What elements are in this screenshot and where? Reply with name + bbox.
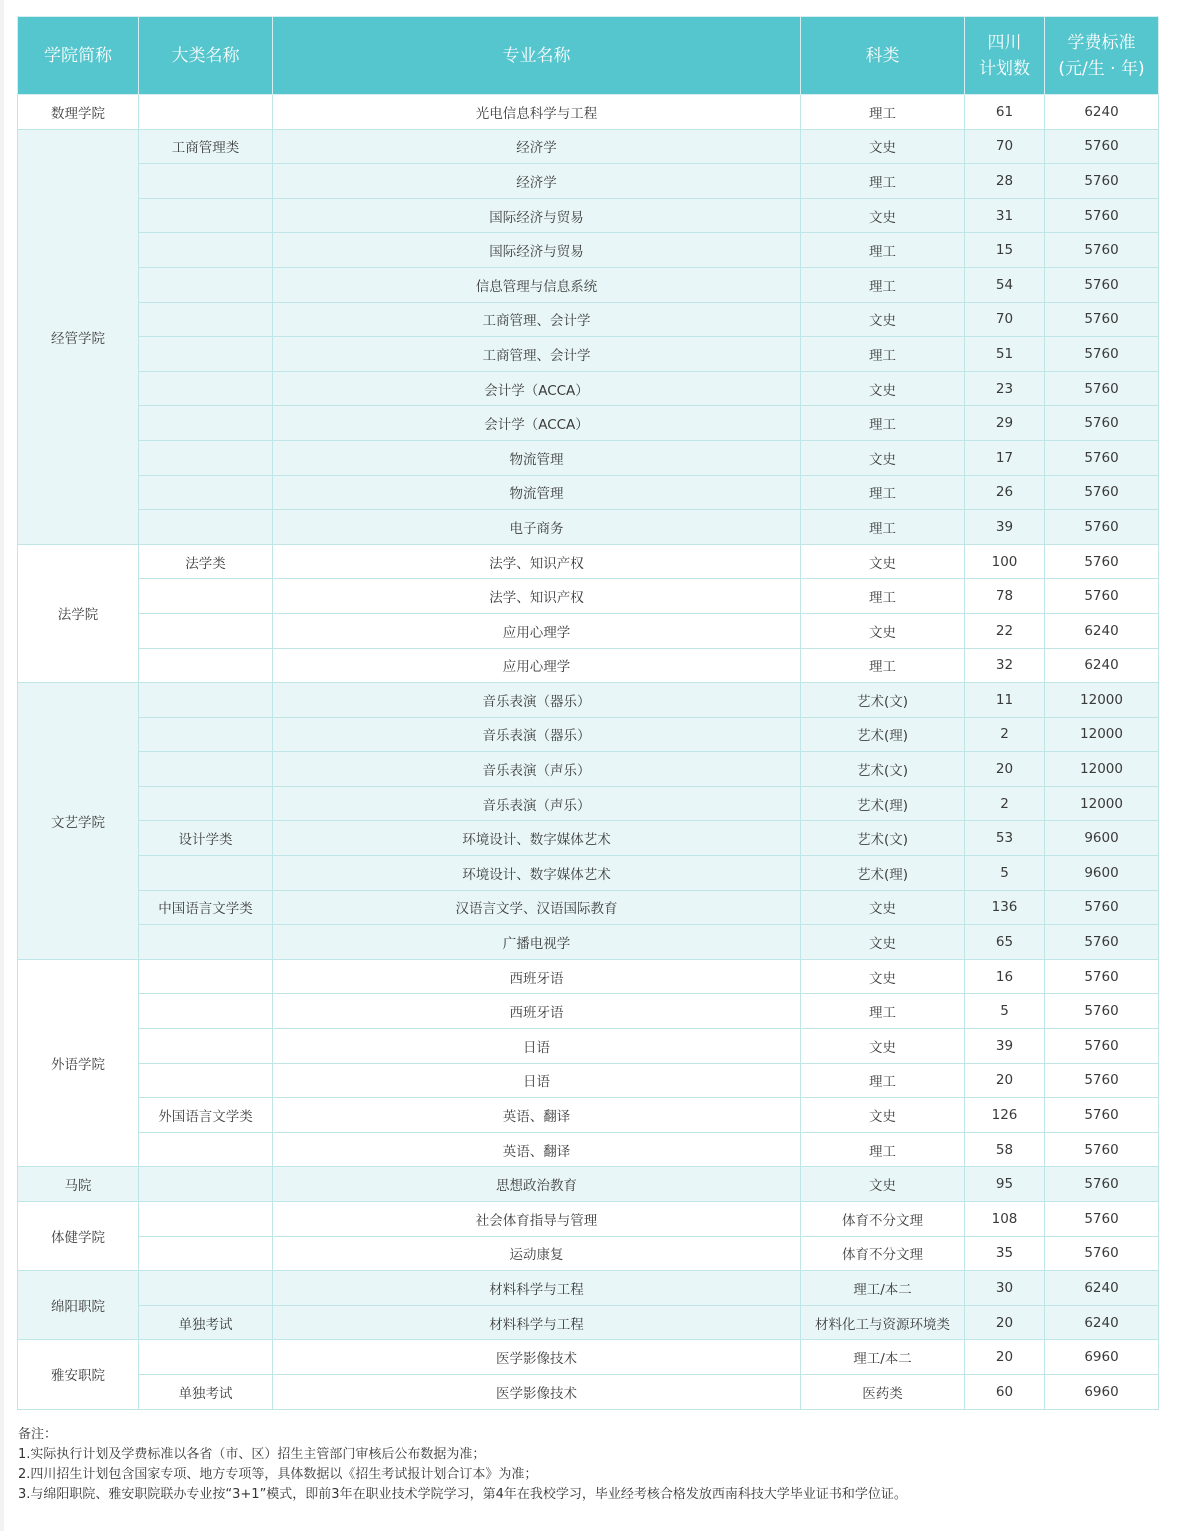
cell-plan: 65 bbox=[965, 925, 1045, 960]
cell-plan: 60 bbox=[965, 1374, 1045, 1409]
cell-plan: 39 bbox=[965, 510, 1045, 545]
cell-fee: 5760 bbox=[1045, 198, 1159, 233]
header-plan-line1: 四川 bbox=[987, 32, 1022, 53]
cell-plan: 16 bbox=[965, 959, 1045, 994]
cell-track: 理工 bbox=[801, 1132, 965, 1167]
cell-plan: 70 bbox=[965, 302, 1045, 337]
cell-major: 光电信息科学与工程 bbox=[273, 95, 801, 130]
cell-fee: 5760 bbox=[1045, 994, 1159, 1029]
table-row bbox=[18, 302, 1159, 337]
enrollment-plan-table bbox=[17, 16, 1159, 1410]
table-row bbox=[18, 1236, 1159, 1271]
cell-plan: 26 bbox=[965, 475, 1045, 510]
table-row bbox=[18, 337, 1159, 372]
cell-college: 马院 bbox=[18, 1167, 139, 1202]
table-row bbox=[18, 786, 1159, 821]
cell-major: 会计学（ACCA） bbox=[273, 371, 801, 406]
cell-major: 音乐表演（器乐） bbox=[273, 717, 801, 752]
cell-major: 经济学 bbox=[273, 164, 801, 199]
cell-category bbox=[139, 1271, 273, 1306]
cell-track: 理工 bbox=[801, 579, 965, 614]
cell-major: 西班牙语 bbox=[273, 959, 801, 994]
cell-major: 医学影像技术 bbox=[273, 1374, 801, 1409]
cell-fee: 5760 bbox=[1045, 1063, 1159, 1098]
cell-plan: 78 bbox=[965, 579, 1045, 614]
cell-major: 国际经济与贸易 bbox=[273, 233, 801, 268]
cell-track: 文史 bbox=[801, 925, 965, 960]
cell-category: 中国语言文学类 bbox=[139, 890, 273, 925]
cell-fee: 5760 bbox=[1045, 129, 1159, 164]
cell-track: 理工 bbox=[801, 475, 965, 510]
cell-major: 日语 bbox=[273, 1063, 801, 1098]
cell-plan: 30 bbox=[965, 1271, 1045, 1306]
cell-fee: 5760 bbox=[1045, 440, 1159, 475]
table-row bbox=[18, 579, 1159, 614]
cell-track: 理工/本二 bbox=[801, 1340, 965, 1375]
header-plan-line2: 计划数 bbox=[979, 58, 1030, 79]
cell-plan: 20 bbox=[965, 1305, 1045, 1340]
table-row bbox=[18, 1029, 1159, 1064]
cell-category bbox=[139, 1029, 273, 1064]
cell-fee: 6240 bbox=[1045, 1271, 1159, 1306]
cell-fee: 5760 bbox=[1045, 164, 1159, 199]
cell-major: 工商管理、会计学 bbox=[273, 302, 801, 337]
cell-category bbox=[139, 752, 273, 787]
table-row bbox=[18, 1063, 1159, 1098]
cell-fee: 9600 bbox=[1045, 821, 1159, 856]
table-row bbox=[18, 233, 1159, 268]
cell-major: 音乐表演（器乐） bbox=[273, 683, 801, 718]
cell-plan: 20 bbox=[965, 1340, 1045, 1375]
cell-fee: 5760 bbox=[1045, 371, 1159, 406]
cell-major: 电子商务 bbox=[273, 510, 801, 545]
cell-major: 医学影像技术 bbox=[273, 1340, 801, 1375]
table-row bbox=[18, 1202, 1159, 1237]
cell-category bbox=[139, 1063, 273, 1098]
cell-fee: 5760 bbox=[1045, 337, 1159, 372]
table-body bbox=[18, 95, 1159, 1410]
cell-track: 理工 bbox=[801, 267, 965, 302]
cell-plan: 61 bbox=[965, 95, 1045, 130]
cell-plan: 35 bbox=[965, 1236, 1045, 1271]
note-item: 1.实际执行计划及学费标准以各省（市、区）招生主管部门审核后公布数据为准； bbox=[18, 1447, 486, 1462]
cell-plan: 95 bbox=[965, 1167, 1045, 1202]
cell-plan: 11 bbox=[965, 683, 1045, 718]
cell-major: 物流管理 bbox=[273, 475, 801, 510]
cell-major: 应用心理学 bbox=[273, 613, 801, 648]
cell-major: 国际经济与贸易 bbox=[273, 198, 801, 233]
table-row bbox=[18, 613, 1159, 648]
cell-major: 材料科学与工程 bbox=[273, 1271, 801, 1306]
cell-fee: 5760 bbox=[1045, 544, 1159, 579]
table-row bbox=[18, 475, 1159, 510]
cell-category bbox=[139, 233, 273, 268]
cell-track: 文史 bbox=[801, 959, 965, 994]
cell-category: 设计学类 bbox=[139, 821, 273, 856]
cell-fee: 12000 bbox=[1045, 752, 1159, 787]
cell-category bbox=[139, 510, 273, 545]
note-item: 3.与绵阳职院、雅安职院联办专业按“3+1”模式，即前3年在职业技术学院学习，第4年在我校学习，毕业经考核合格发放西南科技大学毕业证书和学位证。 bbox=[18, 1487, 907, 1502]
cell-plan: 39 bbox=[965, 1029, 1045, 1064]
cell-plan: 2 bbox=[965, 717, 1045, 752]
cell-plan: 20 bbox=[965, 752, 1045, 787]
cell-track: 医药类 bbox=[801, 1374, 965, 1409]
header-fee-line2: (元/生 · 年) bbox=[1058, 58, 1145, 79]
cell-track: 材料化工与资源环境类 bbox=[801, 1305, 965, 1340]
cell-plan: 126 bbox=[965, 1098, 1045, 1133]
cell-category bbox=[139, 579, 273, 614]
header-fee bbox=[1045, 17, 1159, 95]
cell-plan: 17 bbox=[965, 440, 1045, 475]
cell-plan: 32 bbox=[965, 648, 1045, 683]
cell-fee: 5760 bbox=[1045, 302, 1159, 337]
notes-title: 备注： bbox=[18, 1427, 58, 1442]
cell-category: 法学类 bbox=[139, 544, 273, 579]
cell-fee: 5760 bbox=[1045, 475, 1159, 510]
cell-major: 西班牙语 bbox=[273, 994, 801, 1029]
cell-category: 外国语言文学类 bbox=[139, 1098, 273, 1133]
table-row bbox=[18, 648, 1159, 683]
cell-category bbox=[139, 925, 273, 960]
cell-track: 理工 bbox=[801, 95, 965, 130]
table-row bbox=[18, 1132, 1159, 1167]
cell-plan: 28 bbox=[965, 164, 1045, 199]
cell-major: 音乐表演（声乐） bbox=[273, 786, 801, 821]
cell-plan: 5 bbox=[965, 994, 1045, 1029]
header-category: 大类名称 bbox=[139, 17, 273, 95]
table-row bbox=[18, 856, 1159, 891]
table-row bbox=[18, 198, 1159, 233]
cell-fee: 12000 bbox=[1045, 786, 1159, 821]
cell-fee: 12000 bbox=[1045, 717, 1159, 752]
table-row bbox=[18, 129, 1159, 164]
cell-track: 理工 bbox=[801, 233, 965, 268]
header-track: 科类 bbox=[801, 17, 965, 95]
cell-major: 环境设计、数字媒体艺术 bbox=[273, 821, 801, 856]
table-row bbox=[18, 1271, 1159, 1306]
cell-plan: 136 bbox=[965, 890, 1045, 925]
table-row bbox=[18, 164, 1159, 199]
cell-category bbox=[139, 856, 273, 891]
table-row bbox=[18, 959, 1159, 994]
cell-fee: 6240 bbox=[1045, 613, 1159, 648]
cell-category bbox=[139, 1167, 273, 1202]
cell-fee: 5760 bbox=[1045, 267, 1159, 302]
cell-fee: 6960 bbox=[1045, 1374, 1159, 1409]
cell-track: 体育不分文理 bbox=[801, 1202, 965, 1237]
cell-plan: 2 bbox=[965, 786, 1045, 821]
cell-fee: 9600 bbox=[1045, 856, 1159, 891]
cell-category bbox=[139, 648, 273, 683]
cell-fee: 5760 bbox=[1045, 1029, 1159, 1064]
cell-fee: 5760 bbox=[1045, 959, 1159, 994]
cell-category bbox=[139, 198, 273, 233]
cell-plan: 31 bbox=[965, 198, 1045, 233]
table-row bbox=[18, 1098, 1159, 1133]
cell-category bbox=[139, 1340, 273, 1375]
cell-track: 理工 bbox=[801, 994, 965, 1029]
cell-track: 文史 bbox=[801, 198, 965, 233]
cell-track: 文史 bbox=[801, 302, 965, 337]
cell-track: 文史 bbox=[801, 1167, 965, 1202]
cell-track: 文史 bbox=[801, 129, 965, 164]
cell-plan: 54 bbox=[965, 267, 1045, 302]
cell-plan: 53 bbox=[965, 821, 1045, 856]
table-row bbox=[18, 267, 1159, 302]
header-plan bbox=[965, 17, 1045, 95]
cell-track: 艺术(文) bbox=[801, 752, 965, 787]
cell-plan: 108 bbox=[965, 1202, 1045, 1237]
cell-fee: 12000 bbox=[1045, 683, 1159, 718]
cell-fee: 5760 bbox=[1045, 510, 1159, 545]
cell-track: 艺术(理) bbox=[801, 717, 965, 752]
cell-major: 思想政治教育 bbox=[273, 1167, 801, 1202]
cell-track: 体育不分文理 bbox=[801, 1236, 965, 1271]
cell-track: 理工 bbox=[801, 1063, 965, 1098]
header-college: 学院简称 bbox=[18, 17, 139, 95]
cell-fee: 5760 bbox=[1045, 233, 1159, 268]
table-row bbox=[18, 994, 1159, 1029]
cell-college: 经管学院 bbox=[18, 129, 139, 544]
cell-major: 会计学（ACCA） bbox=[273, 406, 801, 441]
cell-category bbox=[139, 406, 273, 441]
cell-major: 运动康复 bbox=[273, 1236, 801, 1271]
cell-plan: 23 bbox=[965, 371, 1045, 406]
cell-track: 艺术(理) bbox=[801, 856, 965, 891]
cell-track: 理工 bbox=[801, 164, 965, 199]
cell-college: 体健学院 bbox=[18, 1202, 139, 1271]
cell-major: 日语 bbox=[273, 1029, 801, 1064]
cell-major: 音乐表演（声乐） bbox=[273, 752, 801, 787]
cell-track: 艺术(理) bbox=[801, 786, 965, 821]
cell-track: 文史 bbox=[801, 440, 965, 475]
table-row bbox=[18, 925, 1159, 960]
cell-category bbox=[139, 440, 273, 475]
cell-track: 艺术(文) bbox=[801, 683, 965, 718]
cell-fee: 5760 bbox=[1045, 406, 1159, 441]
cell-major: 英语、翻译 bbox=[273, 1132, 801, 1167]
cell-plan: 58 bbox=[965, 1132, 1045, 1167]
table-row bbox=[18, 1374, 1159, 1409]
cell-category bbox=[139, 613, 273, 648]
cell-plan: 70 bbox=[965, 129, 1045, 164]
cell-track: 理工 bbox=[801, 406, 965, 441]
cell-category: 单独考试 bbox=[139, 1374, 273, 1409]
cell-category bbox=[139, 1132, 273, 1167]
cell-track: 文史 bbox=[801, 544, 965, 579]
cell-major: 信息管理与信息系统 bbox=[273, 267, 801, 302]
table-header-row bbox=[18, 17, 1159, 95]
cell-major: 汉语言文学、汉语国际教育 bbox=[273, 890, 801, 925]
cell-fee: 5760 bbox=[1045, 579, 1159, 614]
cell-category bbox=[139, 994, 273, 1029]
cell-college: 文艺学院 bbox=[18, 683, 139, 960]
cell-track: 文史 bbox=[801, 890, 965, 925]
cell-plan: 100 bbox=[965, 544, 1045, 579]
cell-college: 数理学院 bbox=[18, 95, 139, 130]
cell-major: 材料科学与工程 bbox=[273, 1305, 801, 1340]
cell-category bbox=[139, 302, 273, 337]
cell-category bbox=[139, 717, 273, 752]
cell-category bbox=[139, 959, 273, 994]
table-row bbox=[18, 752, 1159, 787]
cell-major: 应用心理学 bbox=[273, 648, 801, 683]
cell-fee: 5760 bbox=[1045, 1236, 1159, 1271]
cell-fee: 5760 bbox=[1045, 1167, 1159, 1202]
cell-fee: 6240 bbox=[1045, 95, 1159, 130]
cell-track: 文史 bbox=[801, 1098, 965, 1133]
cell-plan: 51 bbox=[965, 337, 1045, 372]
header-fee-line1: 学费标准 bbox=[1067, 32, 1136, 53]
cell-track: 理工 bbox=[801, 510, 965, 545]
cell-college: 法学院 bbox=[18, 544, 139, 682]
cell-plan: 29 bbox=[965, 406, 1045, 441]
cell-category bbox=[139, 475, 273, 510]
header-major: 专业名称 bbox=[273, 17, 801, 95]
cell-track: 文史 bbox=[801, 1029, 965, 1064]
cell-track: 理工/本二 bbox=[801, 1271, 965, 1306]
cell-major: 法学、知识产权 bbox=[273, 544, 801, 579]
cell-plan: 22 bbox=[965, 613, 1045, 648]
cell-category bbox=[139, 267, 273, 302]
cell-category bbox=[139, 1236, 273, 1271]
table-row bbox=[18, 371, 1159, 406]
cell-fee: 6240 bbox=[1045, 1305, 1159, 1340]
cell-track: 文史 bbox=[801, 613, 965, 648]
cell-category: 工商管理类 bbox=[139, 129, 273, 164]
notes bbox=[18, 1425, 1168, 1505]
cell-category bbox=[139, 1202, 273, 1237]
cell-category bbox=[139, 337, 273, 372]
note-item: 2.四川招生计划包含国家专项、地方专项等，具体数据以《招生考试报计划合订本》为准； bbox=[18, 1467, 538, 1482]
table-row bbox=[18, 406, 1159, 441]
cell-plan: 20 bbox=[965, 1063, 1045, 1098]
cell-fee: 5760 bbox=[1045, 1202, 1159, 1237]
cell-fee: 6960 bbox=[1045, 1340, 1159, 1375]
cell-plan: 5 bbox=[965, 856, 1045, 891]
cell-track: 理工 bbox=[801, 648, 965, 683]
cell-track: 理工 bbox=[801, 337, 965, 372]
cell-track: 文史 bbox=[801, 371, 965, 406]
cell-plan: 15 bbox=[965, 233, 1045, 268]
cell-major: 社会体育指导与管理 bbox=[273, 1202, 801, 1237]
table-row bbox=[18, 510, 1159, 545]
cell-fee: 5760 bbox=[1045, 1132, 1159, 1167]
cell-track: 艺术(文) bbox=[801, 821, 965, 856]
cell-major: 工商管理、会计学 bbox=[273, 337, 801, 372]
table-row bbox=[18, 440, 1159, 475]
cell-major: 经济学 bbox=[273, 129, 801, 164]
cell-major: 物流管理 bbox=[273, 440, 801, 475]
cell-fee: 5760 bbox=[1045, 890, 1159, 925]
cell-category bbox=[139, 95, 273, 130]
table-row bbox=[18, 1167, 1159, 1202]
cell-fee: 6240 bbox=[1045, 648, 1159, 683]
cell-category bbox=[139, 164, 273, 199]
cell-major: 英语、翻译 bbox=[273, 1098, 801, 1133]
table-row bbox=[18, 717, 1159, 752]
cell-fee: 5760 bbox=[1045, 1098, 1159, 1133]
cell-category bbox=[139, 683, 273, 718]
cell-major: 法学、知识产权 bbox=[273, 579, 801, 614]
cell-college: 外语学院 bbox=[18, 959, 139, 1167]
table-row bbox=[18, 95, 1159, 130]
cell-fee: 5760 bbox=[1045, 925, 1159, 960]
cell-major: 环境设计、数字媒体艺术 bbox=[273, 856, 801, 891]
table-row bbox=[18, 544, 1159, 579]
table-row bbox=[18, 1305, 1159, 1340]
cell-category bbox=[139, 786, 273, 821]
cell-major: 广播电视学 bbox=[273, 925, 801, 960]
table-row bbox=[18, 683, 1159, 718]
cell-category bbox=[139, 371, 273, 406]
table-row bbox=[18, 821, 1159, 856]
table-row bbox=[18, 1340, 1159, 1375]
cell-college: 雅安职院 bbox=[18, 1340, 139, 1409]
cell-college: 绵阳职院 bbox=[18, 1271, 139, 1340]
cell-category: 单独考试 bbox=[139, 1305, 273, 1340]
left-edge-strip bbox=[0, 0, 4, 1531]
table-row bbox=[18, 890, 1159, 925]
